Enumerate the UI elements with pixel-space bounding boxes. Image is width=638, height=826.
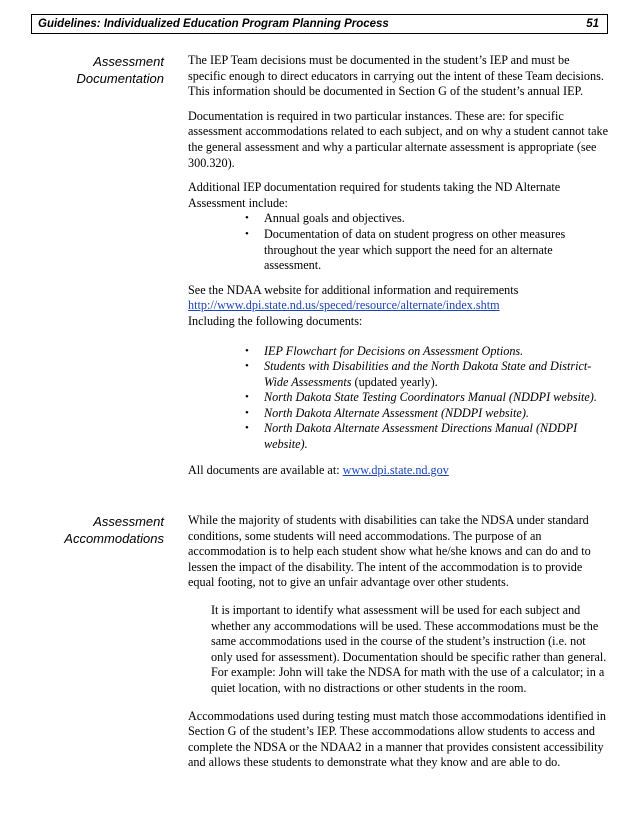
paragraph: While the majority of students with disabilities can take the NDSA under standard conditions, some students will need accommodations. The purpose of an accommodation is to help each student show what he/she knows and can do and to lessen the impact of the disability. The intent of the accommodation is to provide equal footing, not to give an unfair advantage over other students. [188,513,591,590]
label-line: Accommodations [64,531,164,546]
documentation-body [188,53,608,487]
paragraph [188,463,608,479]
page-number: 51 [586,18,599,30]
list-item [188,344,608,360]
list-item-text: Annual goals and objectives. [264,211,405,226]
dpi-website-link[interactable]: www.dpi.state.nd.gov [342,462,449,477]
label-line: Assessment [93,54,164,69]
document-title: IEP Flowchart for Decisions on Assessment Options. [264,343,524,358]
list-item-text: Documentation of data on student progress on other measures throughout the year which support the need for an alternate assessment. [264,226,566,273]
text: All documents are available at: [188,462,343,477]
documents-list [188,344,608,453]
document-note: (updated yearly). [351,374,438,389]
bullet-list [188,211,608,273]
document-title: North Dakota State Testing Coordinators Manual (NDDPI website). [264,390,597,405]
document-title: North Dakota Alternate Assessment (NDDPI website). [264,405,529,420]
label-line: Documentation [76,71,164,86]
list-item [188,227,608,274]
accommodations-body [188,513,608,780]
bullet-glyph: • [245,406,249,419]
document-title: North Dakota Alternate Assessment Directions Manual (NDDPI website). [264,421,578,452]
list-item [188,359,608,390]
section-label-documentation [40,53,164,87]
ndaa-website-link[interactable]: http://www.dpi.state.nd.us/speced/resource/alternate/index.shtm [188,298,500,313]
page-header [31,14,608,34]
bullet-glyph: • [245,391,249,404]
list-item [188,406,608,422]
paragraph-indented: It is important to identify what assessment will be used for each subject and whether any accommodations will be used. These accommodations must be the same accommodations used in the course of the student’s instruction (i.e. not only used for assessment). Documentation should be specific rather than general. For example: John will take the NDSA for math with the use of a calculator; in a quiet location, with no distractions or other students in the room. [211,602,607,695]
header-title: Guidelines: Individualized Education Program Planning Process [38,18,389,30]
bullet-glyph: • [245,422,249,435]
text: Including the following documents: [188,313,363,328]
paragraph: Documentation is required in two particular instances. These are: for specific assessment accommodations related to each subject, and on why a student cannot take the general assessment and why a particular alternate assessment is appropriate (see 300.320). [188,108,608,170]
bullet-glyph: • [245,360,249,373]
list-item [188,421,608,452]
list-item [188,211,608,227]
bullet-glyph: • [245,344,249,357]
paragraph: The IEP Team decisions must be documented in the student’s IEP and must be specific enough to direct educators in carrying out the intent of these Team decisions. This information should be documented in Section G of the student’s annual IEP. [188,53,604,99]
label-line: Assessment [93,514,164,529]
paragraph: Additional IEP documentation required for students taking the ND Alternate Assessment include: [188,180,561,210]
document-title: Students with Disabilities and the North Dakota State and District-Wide Assessments [264,359,592,389]
paragraph [188,283,608,330]
text: See the NDAA website for additional information and requirements [188,282,519,297]
bullet-glyph: • [245,212,249,225]
bullet-glyph: • [245,227,249,240]
list-item [188,390,608,406]
section-label-accommodations [40,513,164,547]
paragraph: Accommodations used during testing must match those accommodations identified in Section G of the student’s IEP. These accommodations allow students to access and complete the NDSA or the NDAA2 in a manner that provides consistent accessibility and allows these students to demonstrate what they know and are able to do. [188,708,607,770]
